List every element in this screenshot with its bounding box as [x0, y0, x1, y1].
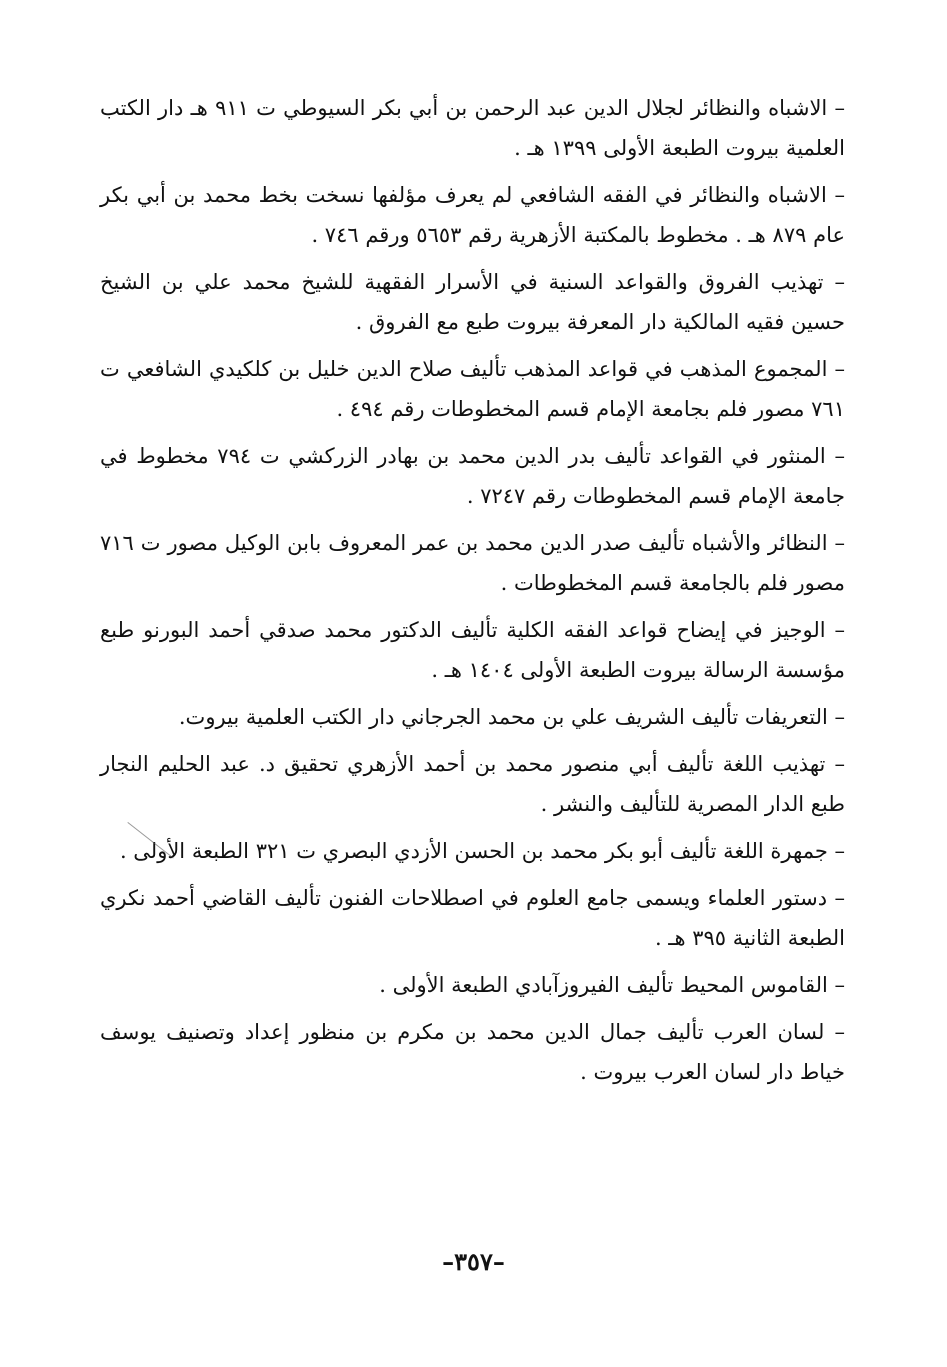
bibliography-entry: – التعريفات تأليف الشريف علي بن محمد الجرجاني دار الكتب العلمية بيروت.: [178, 705, 845, 729]
bibliography-entry: – النظائر والأشباه تأليف صدر الدين محمد بن عمر المعروف بابن الوكيل مصور ت ٧١٦ مصور فلم بالجامعة قسم المخطوطات .: [100, 531, 845, 595]
bibliography-entry: – تهذيب الفروق والقواعد السنية في الأسرار الفقهية للشيخ محمد علي بن الشيخ حسين فقيه المالكية دار المعرفة بيروت طبع مع الفروق .: [100, 270, 845, 334]
bibliography-list: [100, 88, 845, 1099]
bibliography-entry: – الاشباه والنظائر لجلال الدين عبد الرحمن بن أبي بكر السيوطي ت ٩١١ هـ دار الكتب العلمية بيروت الطبعة الأولى ١٣٩٩ هـ .: [100, 96, 845, 160]
bibliography-entry: – المنثور في القواعد تأليف بدر الدين محمد بن بهادر الزركشي ت ٧٩٤ مخطوط في جامعة الإمام قسم المخطوطات رقم ٧٢٤٧ .: [100, 444, 845, 508]
bibliography-entry: – الوجيز في إيضاح قواعد الفقه الكلية تأليف الدكتور محمد صدقي أحمد البورنو طبع مؤسسة الرسالة بيروت الطبعة الأولى ١٤٠٤ هـ .: [100, 618, 845, 682]
page-number: –٣٥٧–: [442, 1247, 505, 1276]
bibliography-entry: – تهذيب اللغة تأليف أبي منصور محمد بن أحمد الأزهري تحقيق د. عبد الحليم النجار طبع الدار المصرية للتأليف والنشر .: [100, 752, 845, 816]
bibliography-entry: – جمهرة اللغة تأليف أبو بكر محمد بن الحسن الأزدي البصري ت ٣٢١ الطبعة الأولى .: [119, 839, 845, 863]
bibliography-entry: – المجموع المذهب في قواعد المذهب تأليف صلاح الدين خليل بن كلكيدي الشافعي ت ٧٦١ مصور فلم بجامعة الإمام قسم المخطوطات رقم ٤٩٤ .: [100, 357, 845, 421]
bibliography-entry: – دستور العلماء ويسمى جامع العلوم في اصطلاحات الفنون تأليف القاضي أحمد نكري الطبعة الثانية ٣٩٥ هـ .: [100, 886, 845, 950]
bibliography-entry: – القاموس المحيط تأليف الفيروزآبادي الطبعة الأولى .: [379, 973, 845, 997]
bibliography-entry: – الاشباه والنظائر في الفقه الشافعي لم يعرف مؤلفها نسخت بخط محمد بن أبي بكر عام ٨٧٩ هـ . مخطوط بالمكتبة الأزهرية رقم ٥٦٥٣ ورقم ٧٤٦ .: [100, 183, 845, 247]
bibliography-entry: – لسان العرب تأليف جمال الدين محمد بن مكرم بن منظور إعداد وتصنيف يوسف خياط دار لسان العرب بيروت .: [100, 1020, 845, 1084]
